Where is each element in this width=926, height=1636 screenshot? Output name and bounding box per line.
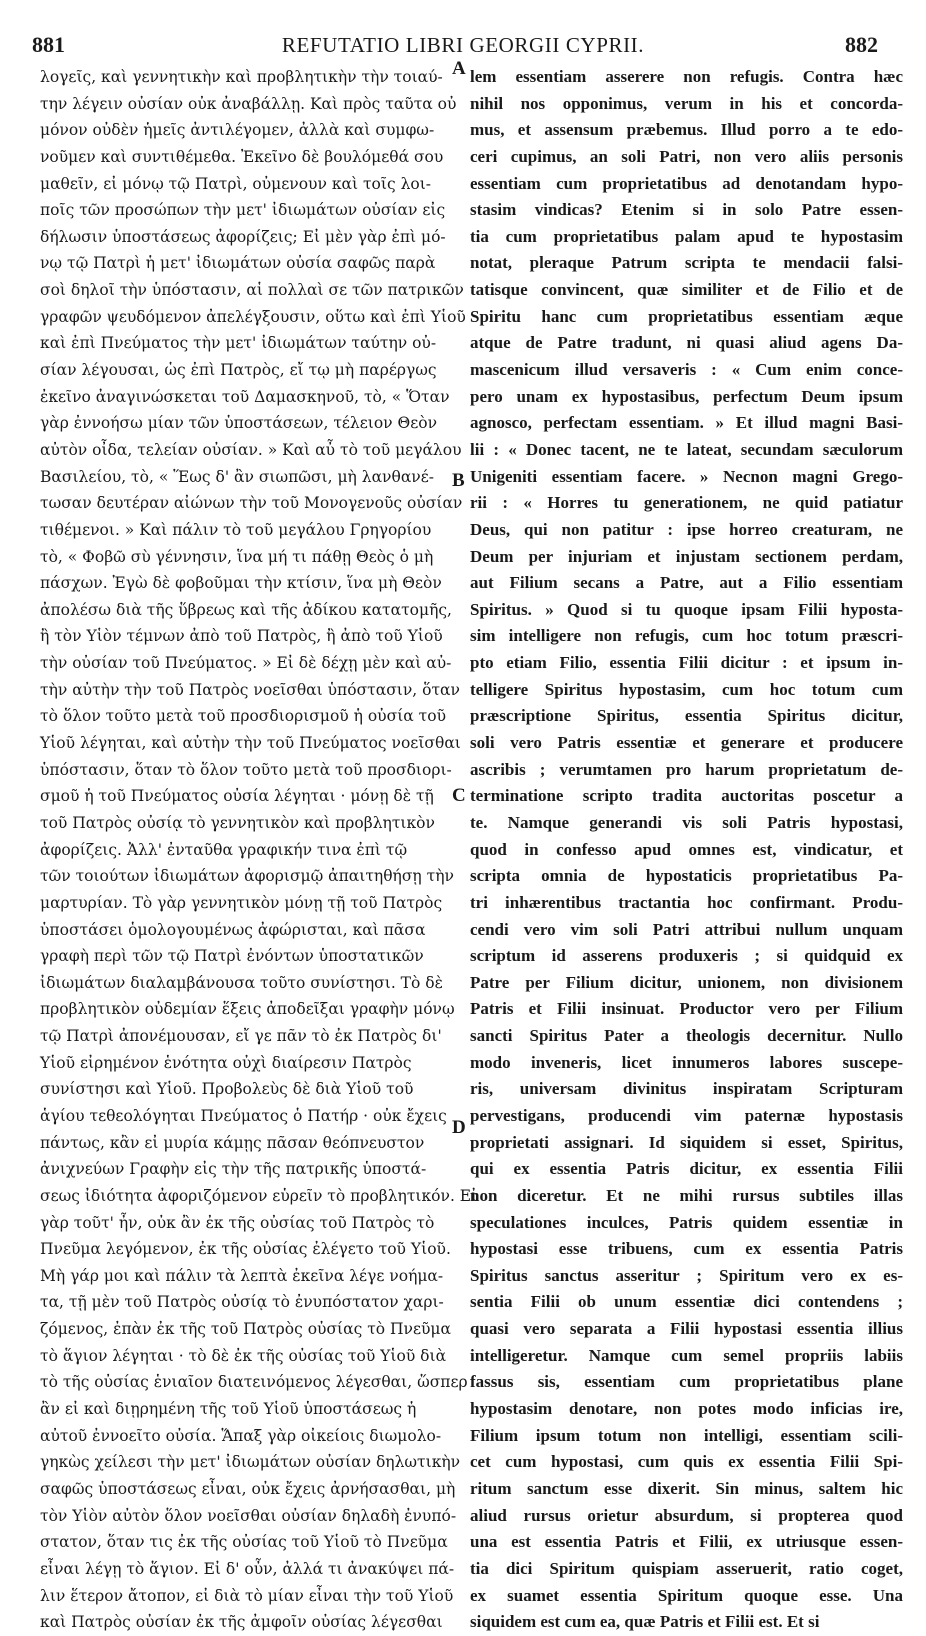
text-line: εἶναι λέγῃ τὸ ἅγιον. Εἰ δ' οὖν, ἀλλά τι ἀνακύψει πά-: [40, 1559, 455, 1578]
text-line: γὰρ ἐννοήσω μίαν τῶν ὑποστάσεων, τέλειον Θεὸν: [40, 414, 438, 433]
text-line: καὶ ἐπὶ Πνεύματος τὴν μετ' ἰδιωμάτων ταύτην οὐ-: [40, 334, 437, 353]
text-line: ἐκεῖνο ἀναγινώσκεται τοῦ Δαμασκηνοῦ, τὸ, « Ὅταν: [40, 387, 450, 406]
text-line: sentia Filii ob unum essentiæ dici contendens ;: [470, 1292, 903, 1312]
text-line: Patris et Filii insinuat. Productor vero per Filium: [470, 999, 903, 1019]
text-line: ascribis ; verumtamen pro harum proprietatum de-: [470, 759, 903, 779]
text-line: μαρτυρίαν. Τὸ γὰρ γεννητικὸν μόνῃ τῇ τοῦ Πατρὸς: [40, 893, 443, 912]
margin-marker-d: D: [452, 1117, 466, 1138]
text-line: scripta omnia de hypostaticis proprietatibus Pa-: [470, 866, 903, 886]
text-line: Βασιλείου, τὸ, « Ἕως δ' ἂν σιωπῶσι, μὴ λανθανέ-: [40, 467, 434, 486]
text-line: τὴν αὐτὴν τὴν τοῦ Πατρὸς νοεῖσθαι ὑπόστασιν, ὅταν: [40, 680, 460, 699]
text-line: quod in confesso apud omnes est, vindicatur, et: [470, 839, 903, 859]
text-line: την λέγειν οὐσίαν οὐκ ἀναβάλλῃ. Καὶ πρὸς ταῦτα οὐ: [40, 94, 457, 113]
text-line: Patre per Filium dicitur, unionem, non divisionem: [470, 972, 903, 992]
text-line: τιθέμενοι. » Καὶ πάλιν τὸ τοῦ μεγάλου Γρηγορίου: [40, 520, 432, 539]
text-line: ἀφορίζεις. Ἀλλ' ἐνταῦθα γραφικήν τινα ἐπὶ τῷ: [40, 840, 408, 859]
text-line: σαφῶς ὑποστάσεως εἶναι, οὐκ ἔχεις ἀρνήσασθαι, μὴ: [40, 1479, 456, 1498]
text-line: αὐτὸν οἶδα, τελείαν οὐσίαν. » Καὶ αὖ τὸ τοῦ μεγάλου: [40, 440, 462, 459]
text-line: λιν ἕτερον ἄτοπον, εἰ διὰ τὸ μίαν εἶναι τὴν τοῦ Υἱοῦ: [40, 1586, 454, 1605]
text-line: sancti Spiritus Pater a theologis decernitur. Nullo: [470, 1026, 903, 1046]
text-line: μόνον οὐδὲν ἡμεῖς ἀντιλέγομεν, ἀλλὰ καὶ συμφω-: [40, 121, 435, 140]
text-line: aut Filium secans a Patre, aut a Filio essentiam: [470, 573, 903, 593]
margin-marker-b: B: [452, 470, 465, 491]
text-line: τὸ ἅγιον λέγηται · τὸ δὲ ἐκ τῆς οὐσίας τοῦ Υἱοῦ διὰ: [40, 1346, 447, 1365]
text-line: ἁγίου τεθεολόγηται Πνεύματος ὁ Πατήρ · οὐκ ἔχεις: [40, 1106, 447, 1125]
running-title: REFUTATIO LIBRI GEORGII CYPRII.: [281, 33, 645, 57]
text-line: δήλωσιν ὑποστάσεως ἀφορίζεις; Εἰ μὲν γὰρ ἐπὶ μό-: [40, 227, 446, 246]
left-page-number: 881: [32, 32, 65, 57]
text-line: sim intelligere non refugis, cum hoc totum præscri-: [470, 626, 903, 646]
text-line: mascenicum illud versaveris : « Cum enim conce-: [470, 360, 903, 380]
text-line: λογεῖς, καὶ γεννητικὴν καὶ προβλητικὴν τὴν τοιαύ-: [40, 68, 443, 86]
text-line: modo inveneris, licet innumeros labores suscepe-: [470, 1052, 903, 1072]
text-line: καὶ Πατρὸς οὐσίαν ἐκ τῆς ἀμφοῖν οὐσίας λέγεσθαι: [40, 1613, 443, 1632]
text-line: Unigeniti essentiam facere. » Necnon magni Grego-: [470, 466, 903, 486]
text-line: Deus, qui non patitur : ipse horreo creaturam, ne: [470, 519, 903, 539]
text-line: nihil nos opponimus, verum in his et concorda-: [470, 93, 903, 113]
text-line: lii : « Donec tacent, ne te lateat, secundam sæculorum: [470, 439, 903, 459]
text-line: ris, universam divinitus inspiratam Scripturam: [470, 1079, 903, 1099]
text-line: una est essentia Patris et Filii, ex utriusque essen-: [470, 1532, 903, 1552]
text-line: tatisque convincent, quæ similiter et de Filio et de: [470, 280, 903, 300]
text-line: pero unam ex hypostasibus, perfectum Deum ipsum: [470, 386, 903, 406]
text-line: aliud rursus orietur absurdum, si propterea quod: [470, 1505, 903, 1525]
text-line: ex suamet essentia Spiritum quoque esse. Una: [470, 1585, 903, 1605]
text-line: σεως ἰδιότητα ἀφοριζόμενον εὑρεῖν τὸ προβλητικόν. Εἰ: [40, 1186, 478, 1205]
text-line: telligere Spiritus hypostasim, cum hoc totum cum: [470, 679, 903, 699]
text-line: lem essentiam asserere non refugis. Contra hæc: [470, 67, 903, 86]
text-line: tri inhærentibus tractantia hoc confirmant. Produ-: [470, 892, 903, 912]
text-line: τῶν τοιούτων ἰδιωμάτων ἀφορισμῷ ἀπαιτηθήσῃ τὴν: [40, 867, 454, 886]
text-line: ὑπόστασιν, ὅταν τὸ ὅλον τοῦτο μετὰ τοῦ προσδιορι-: [40, 760, 452, 779]
text-line: agnosco, perfectam essentiam. » Et illud magni Basi-: [470, 413, 903, 433]
text-line: stasim vindicas? Etenim si in solo Patre essen-: [470, 200, 903, 220]
text-line: Μὴ γάρ μοι καὶ πάλιν τὰ λεπτὰ ἐκεῖνα λέγε νοήμα-: [40, 1266, 444, 1285]
text-line: σίαν λέγουσαι, ὡς ἐπὶ Πατρὸς, εἴ τῳ μὴ παρέργως: [40, 361, 437, 380]
text-line: Πνεῦμα λεγόμενον, ἐκ τῆς οὐσίας ἐλέγετο τοῦ Υἱοῦ.: [40, 1240, 451, 1259]
text-line: τῷ Πατρὶ ἀπονέμουσαν, εἴ γε πᾶν τὸ ἐκ Πατρὸς δι': [40, 1027, 442, 1046]
text-line: rii : « Horres tu generationem, ne quid patiatur: [470, 493, 903, 513]
text-line: notat, pleraque Patrum scripta te mendacii falsi-: [470, 253, 903, 273]
text-line: τὸ, « Φοβῶ σὺ γέννησιν, ἵνα μή τι πάθῃ Θεὸς ὁ μὴ: [40, 547, 434, 566]
greek-text-column: [40, 64, 478, 1632]
text-line: speculationes inculces, Patris quidem essentiæ in: [470, 1212, 903, 1232]
text-line: Deum per injuriam et injustam sectionem perdam,: [470, 546, 903, 566]
text-line: cet cum hypostasi, cum quis ex essentia Filii Spi-: [470, 1452, 903, 1472]
text-line: siquidem est cum ea, quæ Patris et Filii est. Et si: [470, 1612, 820, 1632]
text-line: non diceretur. Et ne mihi rursus subtiles illas: [470, 1185, 903, 1205]
text-line: πάσχων. Ἐγὼ δὲ φοβοῦμαι τὴν κτίσιν, ἵνα μὴ Θεὸν: [40, 574, 442, 593]
text-line: atque de Patre tradunt, ni quasi aliud agens Da-: [470, 333, 903, 353]
text-line: τὴν οὐσίαν τοῦ Πνεύματος. » Εἰ δὲ δέχῃ μὲν καὶ αὐ-: [40, 654, 452, 673]
text-line: ἢ τὸν Υἱὸν τέμνων ἀπὸ τοῦ Πατρὸς, ἢ ἀπὸ τοῦ Υἱοῦ: [40, 627, 443, 646]
text-line: qui ex essentia Patris dicitur, ex essentia Filii: [470, 1159, 903, 1179]
text-line: ἀπολέσω διὰ τῆς ὕβρεως καὶ τῆς ἀδίκου κατατομῆς,: [40, 600, 452, 619]
text-line: præscriptione Spiritus, essentia Spiritus dicitur,: [470, 706, 903, 726]
text-line: pto etiam Filio, essentia Filii dicitur : et ipsum in-: [470, 653, 903, 673]
text-line: terminatione scripto tradita auctoritas poscetur a: [470, 786, 903, 806]
text-line: hypostasim denotare, non potes modo inficias ire,: [470, 1399, 903, 1419]
text-line: γηκὼς χείλεσι τὴν μετ' ἰδιωμάτων οὐσίαν δηλωτικὴν: [40, 1453, 461, 1472]
right-page-number: 882: [845, 32, 878, 57]
text-line: νῳ τῷ Πατρὶ ἡ μετ' ἰδιωμάτων οὐσία σαφῶς παρὰ: [40, 254, 436, 273]
text-line: ζόμενος, ἐπὰν ἐκ τῆς τοῦ Πατρὸς οὐσίας τὸ Πνεῦμα: [40, 1320, 451, 1339]
text-line: hypostasi esse tribuens, cum ex essentia Patris: [470, 1239, 903, 1259]
text-line: scriptum id asserens produxeris ; si quidquid ex: [470, 946, 903, 966]
text-line: Spiritus. » Quod si tu quoque ipsam Filii hyposta-: [470, 599, 903, 619]
text-line: τὸ τῆς οὐσίας ἑνιαῖον διατεινόμενος λέγεσθαι, ὥσπερ: [40, 1373, 468, 1392]
text-line: γραφὴ περὶ τῶν τῷ Πατρὶ ἐνόντων ὑποστατικῶν: [40, 947, 424, 966]
text-line: συνίστησι καὶ Υἱοῦ. Προβολεὺς δὲ διὰ Υἱοῦ τοῦ: [40, 1080, 414, 1099]
text-line: ὑποστάσει ὁμολογουμένως ἀφώρισται, καὶ πᾶσα: [40, 920, 426, 939]
text-line: tia dici Spiritum quispiam asseruerit, ratio coget,: [470, 1558, 903, 1578]
text-line: intelligeretur. Namque cum semel propriis labiis: [470, 1345, 903, 1365]
text-line: fassus sis, essentiam cum proprietatibus plane: [470, 1372, 903, 1392]
text-line: προβλητικὸν οὐδεμίαν ἕξεις ἀποδεῖξαι γραφὴν μόνῳ: [40, 1000, 455, 1019]
text-line: γραφῶν ψευδόμενον ἀπελέγξουσιν, οὕτω καὶ ἐπὶ Υἱοῦ: [40, 307, 466, 326]
text-line: tia cum proprietatibus palam apud te hypostasim: [470, 226, 903, 246]
text-line: cendi vero vim soli Patri attribui nullum unquam: [470, 919, 903, 939]
text-line: τὸ ὅλον τοῦτο μετὰ τοῦ προσδιορισμοῦ ἡ οὐσία τοῦ: [40, 707, 446, 726]
text-line: te. Namque generandi vis soli Patris hypostasi,: [470, 812, 903, 832]
text-line: τωσαν δευτέραν αἰώνων τὴν τοῦ Μονογενοῦς οὐσίαν: [40, 494, 463, 513]
text-line: Spiritus sanctus asseritur ; Spiritum vero ex es-: [470, 1265, 903, 1285]
text-line: σμοῦ ἡ τοῦ Πνεύματος οὐσία λέγηται · μόνῃ δὲ τῇ: [40, 787, 434, 806]
text-line: νοῦμεν καὶ συντιθέμεθα. Ἐκεῖνο δὲ βουλόμεθά σου: [40, 147, 444, 166]
text-line: pervestigans, producendi vim paternæ hypostasis: [470, 1105, 903, 1125]
text-line: ceri cupimus, an soli Patri, non vero aliis personis: [470, 146, 903, 166]
text-line: Υἱοῦ εἰρημένον ἑνότητα οὐχὶ διαίρεσιν Πατρὸς: [40, 1053, 412, 1072]
text-line: στατον, ὅταν τις ἐκ τῆς οὐσίας τοῦ Υἱοῦ τὸ Πνεῦμα: [40, 1533, 448, 1552]
text-line: Filium ipsum totum non intelligi, essentiam scili-: [470, 1425, 903, 1445]
text-line: ἀνιχνεύων Γραφὴν εἰς τὴν τῆς πατρικῆς ὑποστά-: [40, 1160, 427, 1179]
text-line: ἰδιωμάτων διαλαμβάνουσα τοῦτο συνίστησι. Τὸ δὲ: [40, 973, 443, 992]
text-line: τα, τῇ μὲν τοῦ Πατρὸς οὐσίᾳ τὸ ἐνυπόστατον χαρι-: [40, 1293, 444, 1312]
text-line: σοὶ δηλοῖ τὴν ὑπόστασιν, αἱ πολλαὶ σε τῶν πατρικῶν: [40, 281, 464, 300]
margin-marker-a: A: [452, 58, 466, 79]
text-line: πάντως, κἂν εἰ μυρία κάμῃς πᾶσαν θεόπνευστον: [40, 1133, 425, 1152]
text-line: αὐτοῦ ἐννοεῖτο οὐσία. Ἅπαξ γὰρ οἰκείοις διωμολο-: [40, 1426, 442, 1445]
text-line: τὸν Υἱὸν αὐτὸν ὅλον νοεῖσθαι οὐσίαν δηλαδὴ ἐνυπό-: [40, 1506, 457, 1525]
text-line: quasi vero separata a Filii hypostasi essentia illius: [470, 1319, 903, 1339]
latin-text-column: [470, 64, 903, 1632]
text-line: μαθεῖν, εἰ μόνῳ τῷ Πατρὶ, οὐμενουν καὶ τοῖς λοι-: [40, 174, 432, 193]
text-line: Spiritu hanc cum proprietatibus essentiam æque: [470, 306, 903, 326]
text-line: ποῖς τῶν προσώπων τὴν μετ' ἰδιωμάτων οὐσίαν εἰς: [40, 201, 446, 220]
running-header: [22, 6, 904, 57]
text-line: τοῦ Πατρὸς οὐσίᾳ τὸ γεννητικὸν καὶ προβλητικὸν: [40, 813, 435, 832]
text-line: proprietati assignari. Id siquidem si esset, Spiritus,: [470, 1132, 903, 1152]
text-line: γὰρ τοῦτ' ἦν, οὐκ ἂν ἐκ τῆς οὐσίας τοῦ Πατρὸς τὸ: [40, 1213, 435, 1232]
margin-marker-c: C: [452, 785, 466, 806]
text-line: soli vero Patris essentiæ et generare et producere: [470, 733, 903, 753]
text-line: essentiam cum proprietatibus ad denotandam hypo-: [470, 173, 903, 193]
text-line: ἂν εἰ καὶ διῃρημένη τῆς τοῦ Υἱοῦ ὑποστάσεως ἡ: [40, 1400, 417, 1419]
text-line: ritum sanctum esse dixerit. Sin minus, saltem hic: [470, 1478, 903, 1498]
text-line: mus, et assensum præbemus. Illud porro a te edo-: [470, 120, 903, 140]
text-line: Υἱοῦ λέγηται, καὶ αὐτὴν τὴν τοῦ Πνεύματος νοεῖσθαι: [40, 734, 461, 753]
